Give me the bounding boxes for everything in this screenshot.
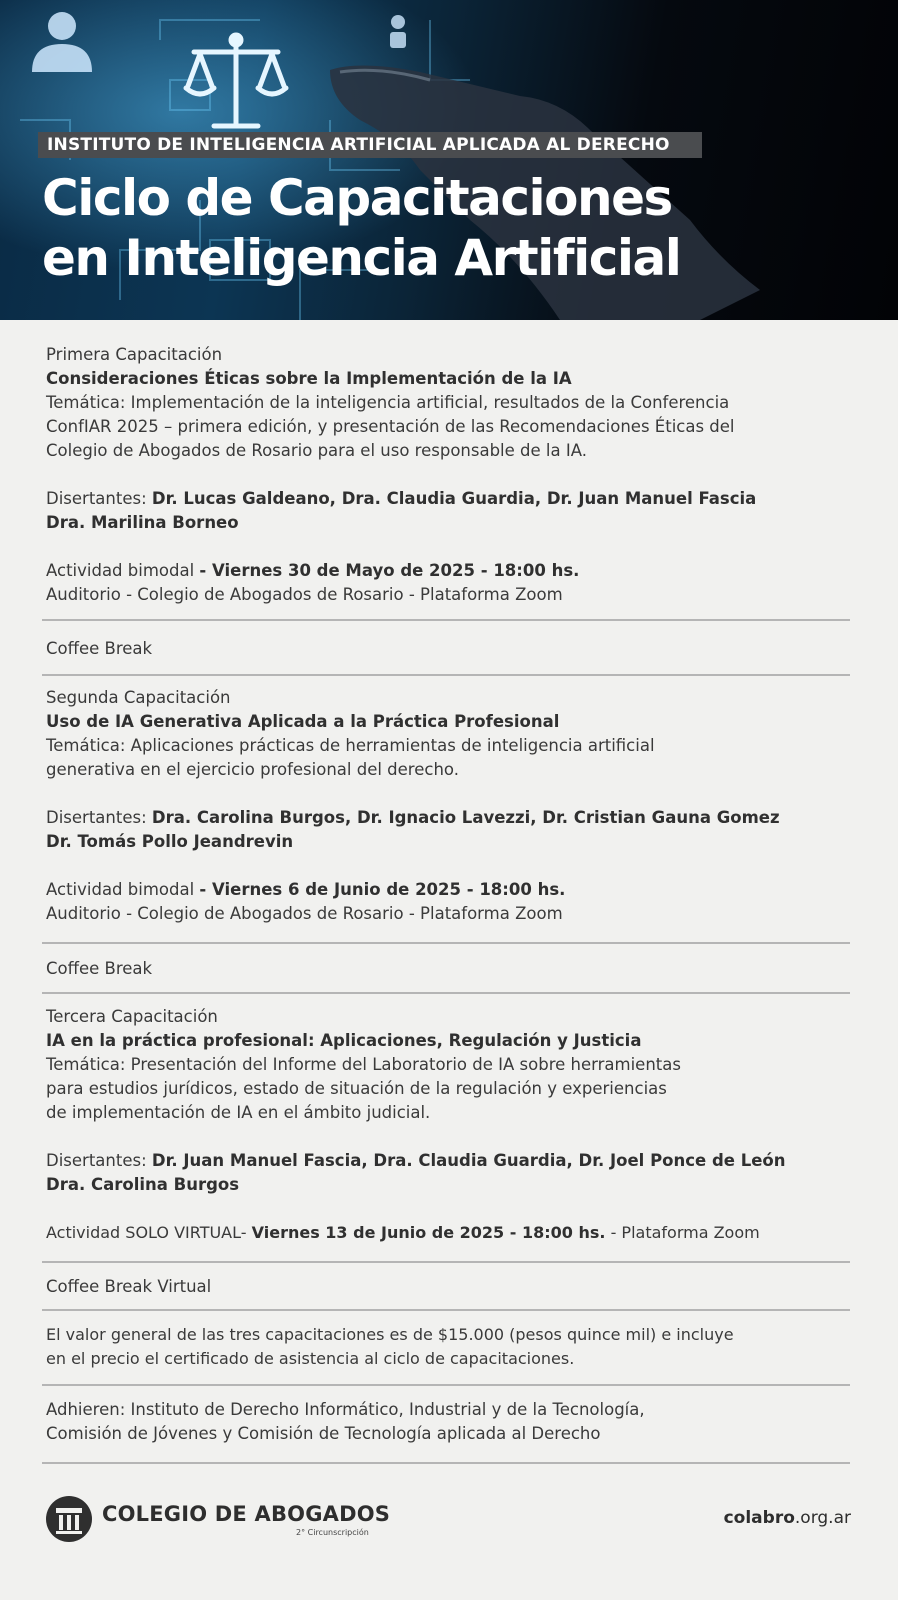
divider [42, 674, 850, 676]
colegio-logo-icon [44, 1494, 94, 1544]
divider [42, 1261, 850, 1263]
topic-label: Temática: [46, 736, 126, 755]
coffee-break: Coffee Break [46, 959, 153, 978]
session-speakers [46, 1149, 866, 1173]
pricing-info [46, 1323, 866, 1371]
session-venue: Auditorio - Colegio de Abogados de Rosario - Plataforma Zoom [46, 904, 563, 923]
topic-text: Implementación de la inteligencia artificial, resultados de la Conferencia [130, 393, 730, 412]
session-topic-line: generativa en el ejercicio profesional del derecho. [46, 760, 459, 779]
session-topic-line [46, 391, 856, 415]
divider [42, 942, 850, 944]
speakers-label: Disertantes: [46, 1151, 147, 1170]
speakers-list: Dr. Lucas Galdeano, Dra. Claudia Guardia, Dr. Juan Manuel Fascia [151, 489, 757, 508]
divider [42, 1462, 850, 1464]
activity-mode: Actividad bimodal [46, 561, 195, 580]
session-topic-line: Colegio de Abogados de Rosario para el uso responsable de la IA. [46, 441, 587, 460]
coffee-break: Coffee Break [46, 639, 153, 658]
activity-mode: Actividad bimodal [46, 880, 195, 899]
session-speakers [46, 487, 856, 511]
title-line-1: Ciclo de Capacitaciones [42, 169, 672, 227]
session-topic-line: ConfIAR 2025 – primera edición, y presentación de las Recomendaciones Éticas del [46, 417, 735, 436]
page-title [42, 168, 862, 288]
activity-venue: - Plataforma Zoom [610, 1223, 760, 1242]
website-tld: .org.ar [794, 1508, 851, 1528]
logo-name: COLEGIO DE ABOGADOS [102, 1502, 391, 1526]
divider [42, 1309, 850, 1311]
topic-label: Temática: [46, 393, 126, 412]
session-schedule [46, 878, 856, 902]
session-number: Segunda Capacitación [46, 688, 231, 707]
activity-date: - Viernes 30 de Mayo de 2025 - 18:00 hs. [199, 561, 580, 580]
adhesions-line: Comisión de Jóvenes y Comisión de Tecnología aplicada al Derecho [46, 1424, 601, 1443]
session-topic-line: para estudios jurídicos, estado de situación de la regulación y experiencias [46, 1079, 667, 1098]
speakers-list: Dr. Juan Manuel Fascia, Dra. Claudia Guardia, Dr. Joel Ponce de León [151, 1151, 786, 1170]
adhesions-line [46, 1398, 856, 1422]
speakers-list-cont: Dra. Marilina Borneo [46, 513, 239, 532]
header-banner [0, 0, 898, 320]
website-domain: colabro [723, 1508, 795, 1528]
speakers-list: Dra. Carolina Burgos, Dr. Ignacio Lavezzi, Dr. Cristian Gauna Gomez [151, 808, 780, 827]
session-venue: Auditorio - Colegio de Abogados de Rosario - Plataforma Zoom [46, 585, 563, 604]
speakers-list-cont: Dr. Tomás Pollo Jeandrevin [46, 832, 294, 851]
session-speakers [46, 806, 856, 830]
session-3 [46, 1005, 866, 1245]
session-2 [46, 686, 856, 926]
speakers-list-cont: Dra. Carolina Burgos [46, 1175, 240, 1194]
speakers-label: Disertantes: [46, 489, 147, 508]
session-title: Consideraciones Éticas sobre la Implementación de la IA [46, 369, 572, 388]
session-topic-line [46, 1053, 866, 1077]
coffee-break: Coffee Break Virtual [46, 1277, 212, 1296]
program-content [46, 343, 856, 607]
divider [42, 1384, 850, 1386]
divider [42, 992, 850, 994]
pricing-line: en el precio el certificado de asistencia al ciclo de capacitaciones. [46, 1349, 575, 1368]
speakers-label: Disertantes: [46, 808, 147, 827]
institute-kicker: INSTITUTO DE INTELIGENCIA ARTIFICIAL APLICADA AL DERECHO [38, 132, 702, 158]
session-title: Uso de IA Generativa Aplicada a la Práctica Profesional [46, 712, 560, 731]
activity-date: Viernes 13 de Junio de 2025 - 18:00 hs. [251, 1223, 606, 1242]
adhesions [46, 1398, 856, 1446]
adhesions-label: Adhieren: [46, 1400, 126, 1419]
pricing-line: El valor general de las tres capacitaciones es de $15.000 (pesos quince mil) e incluye [46, 1325, 734, 1344]
activity-date: - Viernes 6 de Junio de 2025 - 18:00 hs. [199, 880, 566, 899]
divider [42, 619, 850, 621]
session-topic-line: de implementación de IA en el ámbito judicial. [46, 1103, 431, 1122]
session-number: Primera Capacitación [46, 345, 223, 364]
activity-mode: Actividad SOLO VIRTUAL- [46, 1223, 247, 1242]
title-line-2: en Inteligencia Artificial [42, 229, 681, 287]
adhesions-text: Instituto de Derecho Informático, Industrial y de la Tecnología, [130, 1400, 645, 1419]
topic-text: Presentación del Informe del Laboratorio de IA sobre herramientas [130, 1055, 681, 1074]
topic-text: Aplicaciones prácticas de herramientas de inteligencia artificial [130, 736, 655, 755]
session-topic-line [46, 734, 856, 758]
topic-label: Temática: [46, 1055, 126, 1074]
session-number: Tercera Capacitación [46, 1007, 218, 1026]
session-title: IA en la práctica profesional: Aplicaciones, Regulación y Justicia [46, 1031, 642, 1050]
website-link[interactable] [724, 1508, 851, 1528]
session-schedule [46, 559, 856, 583]
session-1 [46, 343, 856, 607]
logo-subtitle: 2° Circunscripción [296, 1528, 369, 1537]
session-schedule [46, 1221, 866, 1245]
